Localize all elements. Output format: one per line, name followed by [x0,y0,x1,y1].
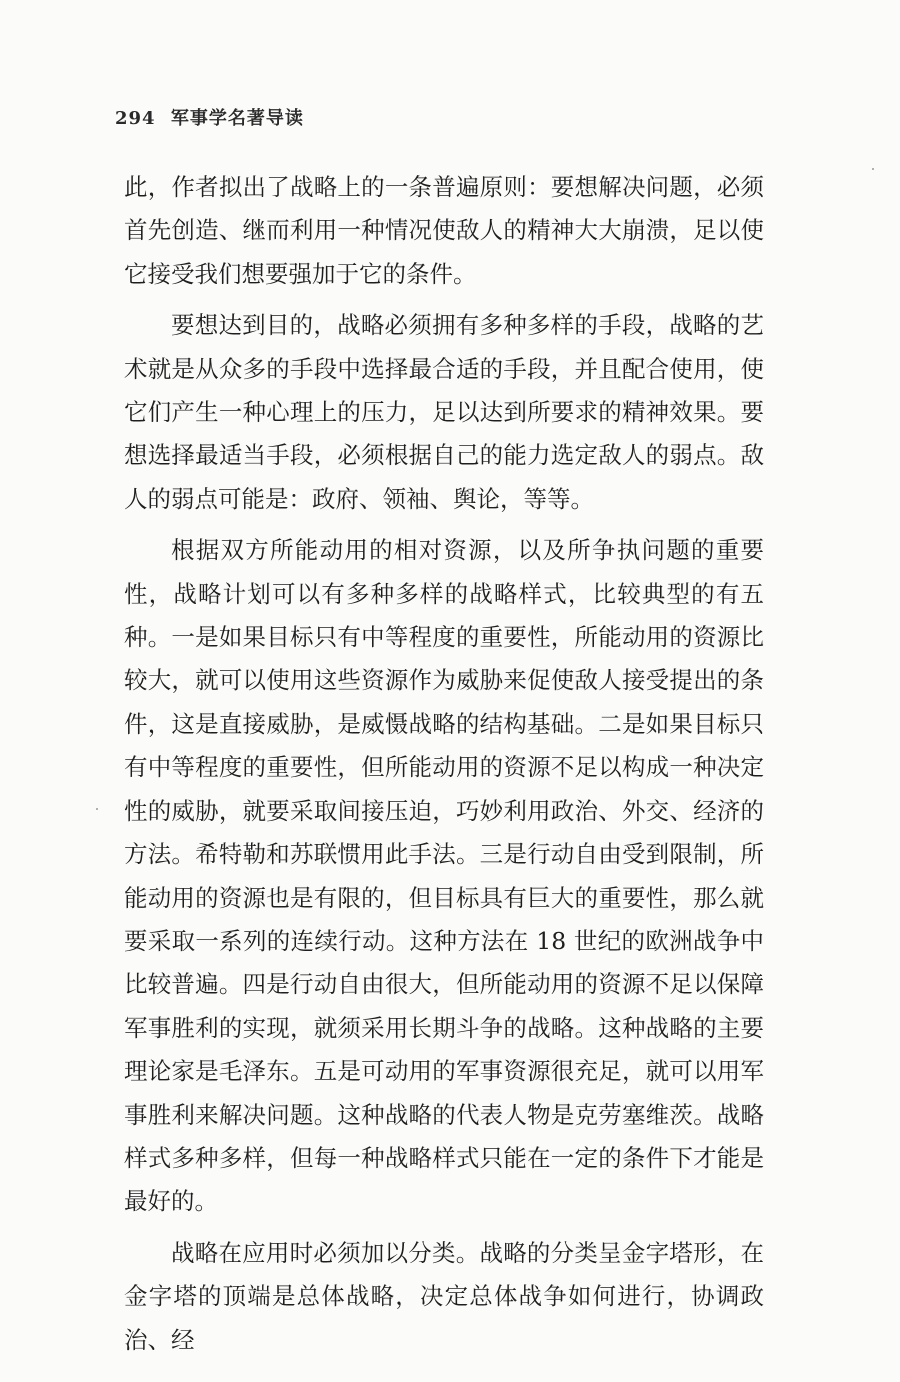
paragraph-continued: 此，作者拟出了战略上的一条普遍原则：要想解决问题，必须首先创造、继而利用一种情况使敌人的精神大大崩溃，足以使它接受我们想要强加于它的条件。 [124,173,764,288]
paragraph: 要想达到目的，战略必须拥有多种多样的手段，战略的艺术就是从众多的手段中选择最合适的手段，并且配合使用，使它们产生一种心理上的压力，足以达到所要求的精神效果。要想选择最适当手段，必须根据自己的能力选定敌人的弱点。敌人的弱点可能是：政府、领袖、舆论，等等。 [124,311,764,513]
scan-speck [872,168,874,170]
book-title: 军事学名著导读 [170,108,304,129]
body-text [124,166,764,1362]
paragraph: 战略在应用时必须加以分类。战略的分类呈金字塔形，在金字塔的顶端是总体战略，决定总体战争如何进行，协调政治、经 [124,1238,764,1354]
page-number: 294 [115,108,156,129]
scan-speck [96,808,98,810]
running-head [115,104,304,130]
paragraph: 根据双方所能动用的相对资源，以及所争执问题的重要性，战略计划可以有多种多样的战略样式，比较典型的有五种。一是如果目标只有中等程度的重要性，所能动用的资源比较大，就可以使用这些资源作为威胁来促使敌人接受提出的条件，这是直接威胁，是威慑战略的结构基础。二是如果目标只有中等程度的重要性，但所能动用的资源不足以构成一种决定性的威胁，就要采取间接压迫，巧妙利用政治、外交、经济的方法。希特勒和苏联惯用此手法。三是行动自由受到限制，所能动用的资源也是有限的，但目标具有巨大的重要性，那么就要采取一系列的连续行动。这种方法在 18 世纪的欧洲战争中比较普遍。四是行动自由很大，但所能动用的资源不足以保障军事胜利的实现，就须采用长期斗争的战略。这种战略的主要理论家是毛泽东。五是可动用的军事资源很充足，就可以用军事胜利来解决问题。这种战略的代表人物是克劳塞维茨。战略样式多种多样，但每一种战略样式只能在一定的条件下才能是最好的。 [124,536,764,1216]
